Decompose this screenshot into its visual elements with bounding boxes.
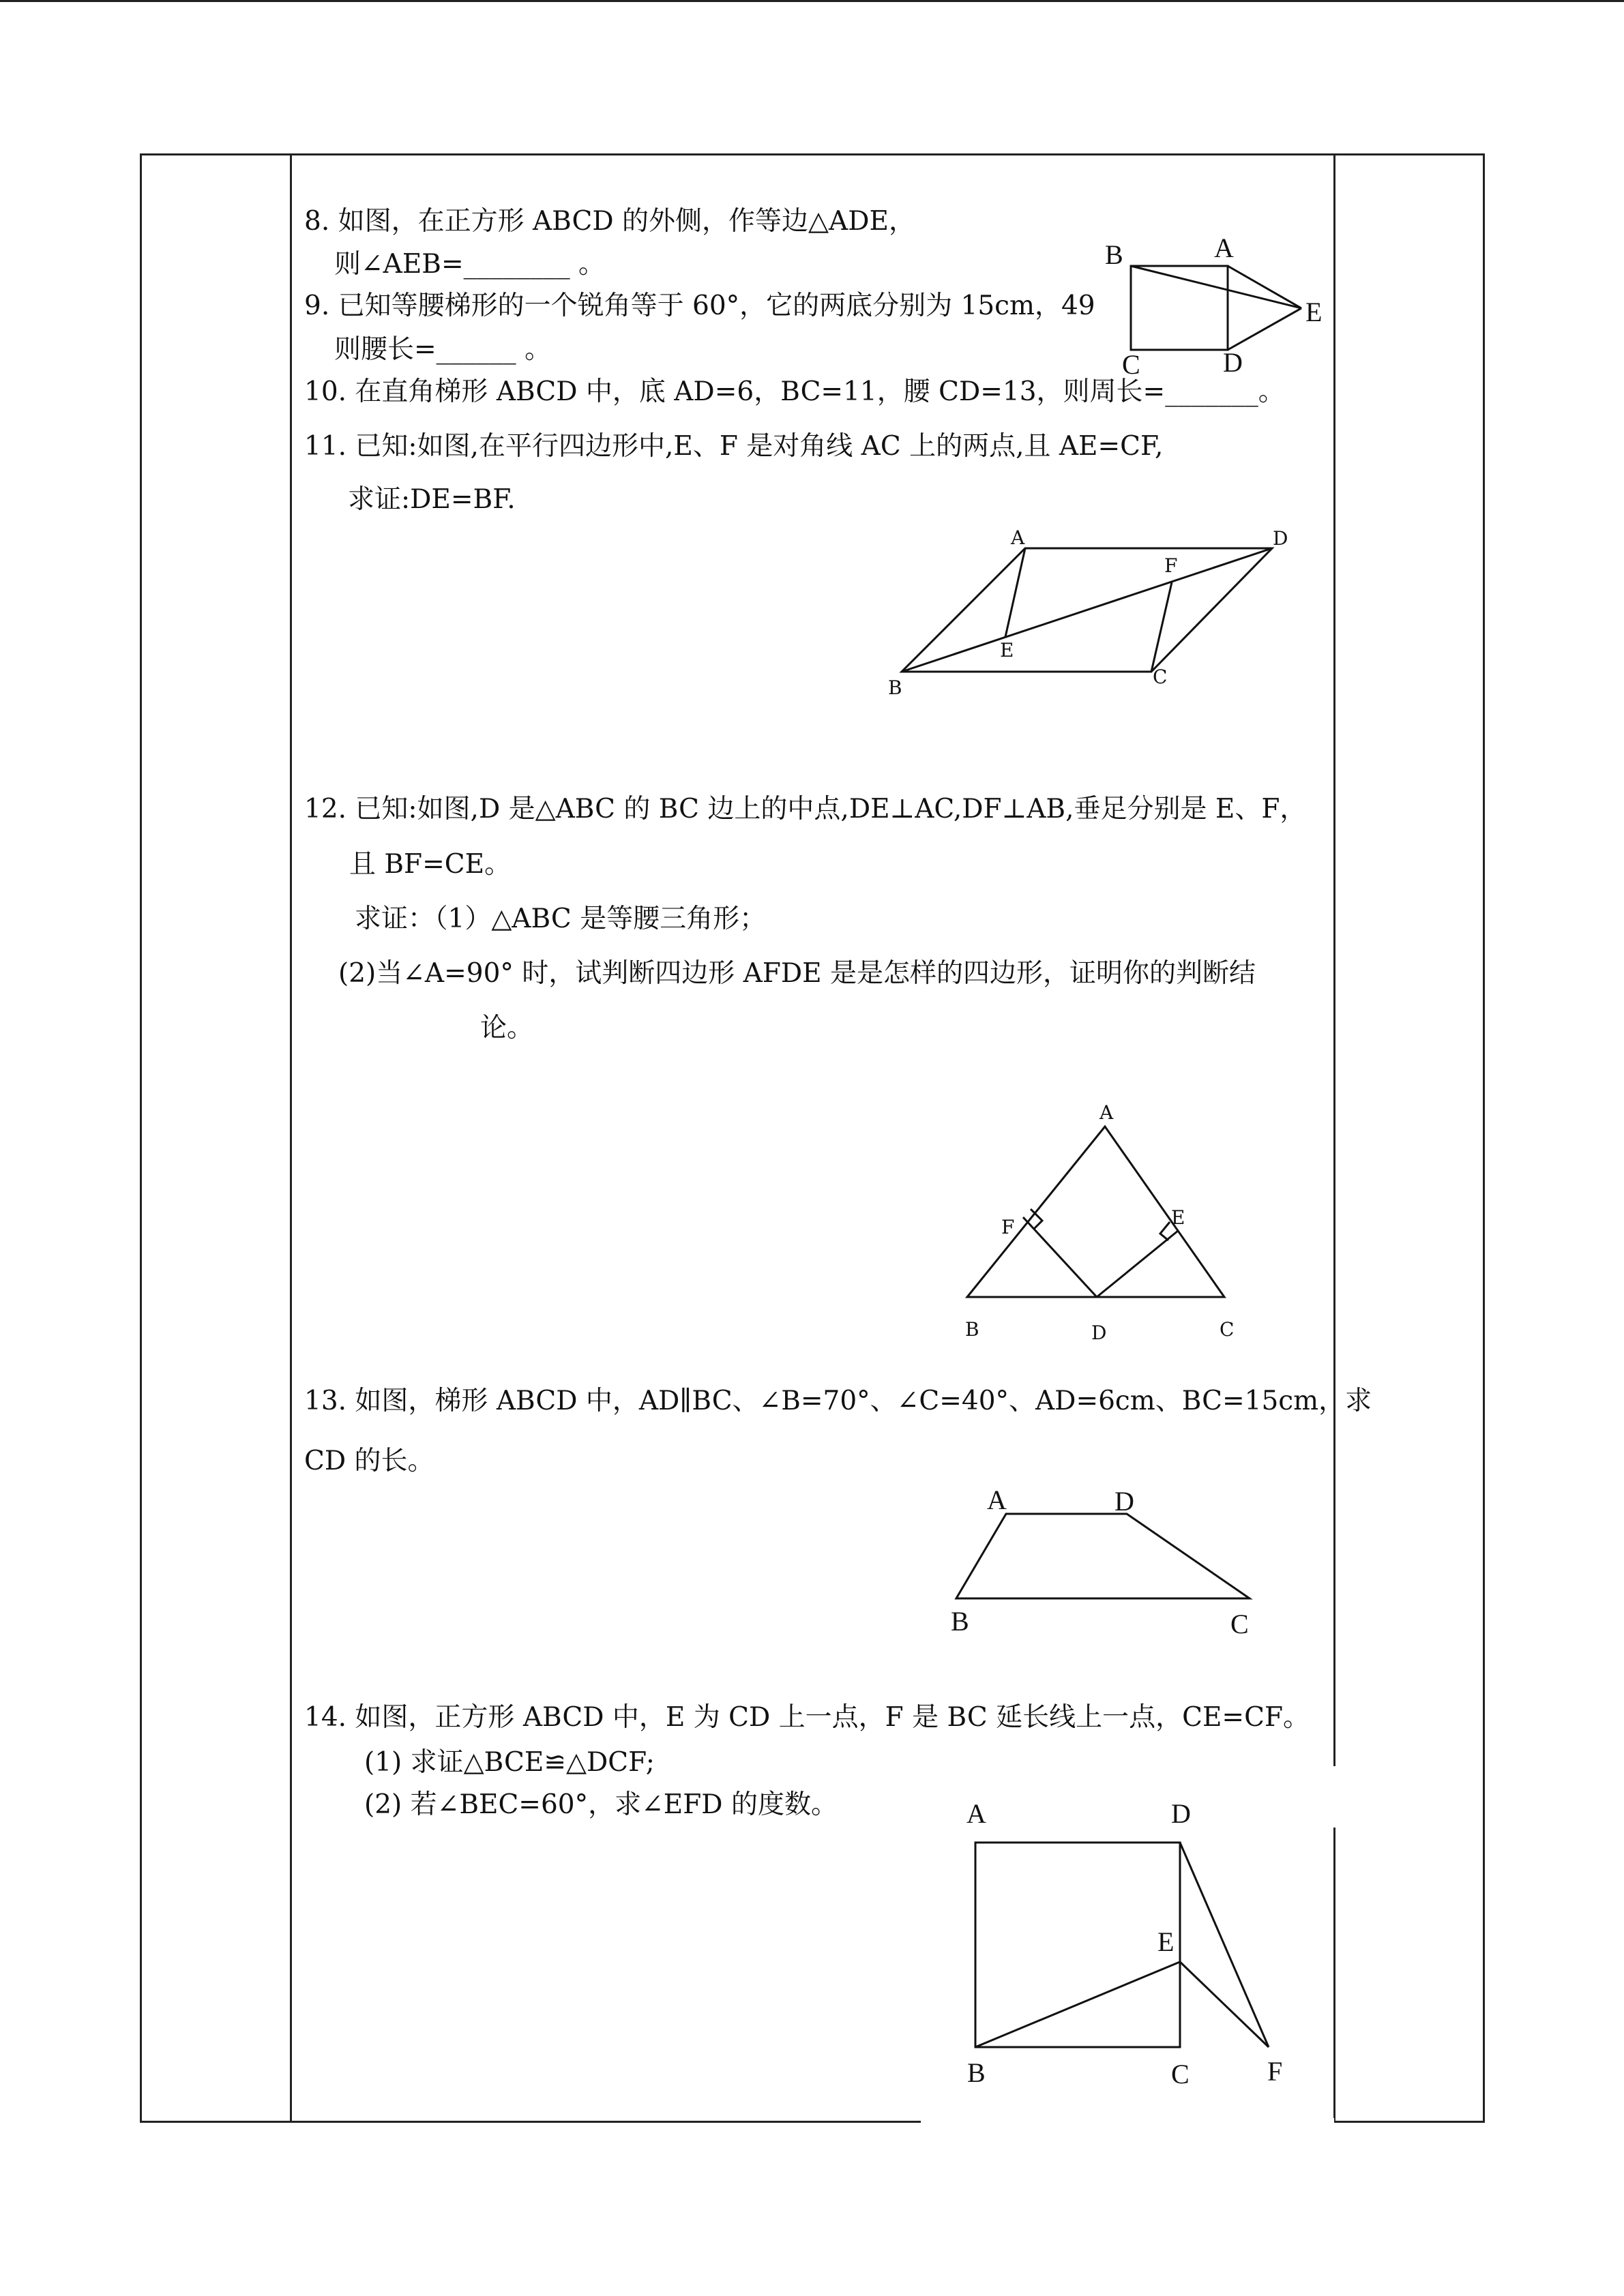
q11-prove: 求证:DE=BF. [348,484,516,515]
q12-prove-2-cont: 论。 [480,1013,534,1043]
right-margin-cell [1337,155,1483,2121]
q8-label-C: C [1122,349,1140,380]
q13-label-A: A [987,1485,1007,1515]
q13-text: 13. 如图，梯形 ABCD 中，AD∥BC、∠B=70°、∠C=40°、AD=6cm、BC=15cm，求 [304,1386,1372,1416]
q11-label-B: B [888,676,902,699]
q14-part-1: (1) 求证△BCE≌△DCF; [364,1747,655,1778]
q12-triangle-figure [955,1105,1241,1323]
q13-text-cont: CD 的长。 [304,1446,434,1476]
q12-label-B: B [965,1318,979,1341]
q11-text: 11. 已知:如图,在平行四边形中,E、F 是对角线 AC 上的两点,且 AE=CF, [304,431,1164,462]
q11-label-E: E [1000,639,1014,661]
q14-label-E: E [1157,1926,1175,1957]
q11-label-C: C [1153,666,1168,688]
q8-label-B: B [1105,239,1123,270]
q14-label-F: F [1267,2056,1283,2087]
q8-label-D: D [1223,347,1243,378]
q11-label-A: A [1011,526,1025,549]
q12-label-F: F [1001,1216,1015,1238]
q9-answer-line: 则腰长=______ 。 [334,334,552,365]
q14-part-2: (2) 若∠BEC=60°，求∠EFD 的度数。 [364,1789,838,1820]
q12-label-D: D [1091,1322,1107,1344]
q9-text: 9. 已知等腰梯形的一个锐角等于 60°，它的两底分别为 15cm，49 [304,290,1095,321]
q12-text: 12. 已知:如图,D 是△ABC 的 BC 边上的中点,DE⊥AC,DF⊥AB,垂足分别是 E、F， [304,794,1307,824]
q11-parallelogram-figure [887,532,1296,696]
q13-label-B: B [951,1606,969,1637]
left-margin-cell [142,155,290,2121]
q12-label-E: E [1171,1206,1185,1229]
q12-label-A: A [1099,1101,1114,1124]
q12-prove-1: 求证：（1）△ABC 是等腰三角形； [355,904,767,934]
q14-label-A: A [966,1798,986,1829]
q13-label-C: C [1230,1609,1249,1639]
border-gap [1333,1766,1342,1828]
q11-label-D: D [1273,527,1288,550]
q8-label-E: E [1305,297,1323,327]
q13-label-D: D [1114,1486,1134,1517]
page-top-rule [0,0,1624,2]
q14-label-C: C [1171,2059,1190,2089]
q8-text: 8. 如图，在正方形 ABCD 的外侧，作等边△ADE， [304,206,915,237]
q14-label-B: B [967,2057,986,2088]
q12-text-cont: 且 BF=CE。 [349,849,512,880]
q8-label-A: A [1214,233,1234,263]
column-divider-left [290,153,292,2123]
q8-answer-line: 则∠AEB=________ 。 [334,249,606,280]
q12-prove-2: (2)当∠A=90° 时，试判断四边形 AFDE 是是怎样的四边形，证明你的判断结 [338,958,1256,989]
q14-square-figure [955,1828,1296,2059]
q11-label-F: F [1164,554,1178,577]
q14-label-D: D [1171,1798,1191,1829]
q13-trapezoid-figure [941,1500,1269,1609]
q10-text: 10. 在直角梯形 ABCD 中，底 AD=6，BC=11，腰 CD=13，则周长=_______。 [304,376,1285,407]
q12-label-C: C [1220,1318,1235,1341]
border-gap [921,2118,1334,2126]
q14-text: 14. 如图，正方形 ABCD 中，E 为 CD 上一点，F 是 BC 延长线上一点，CE=CF。 [304,1702,1310,1733]
